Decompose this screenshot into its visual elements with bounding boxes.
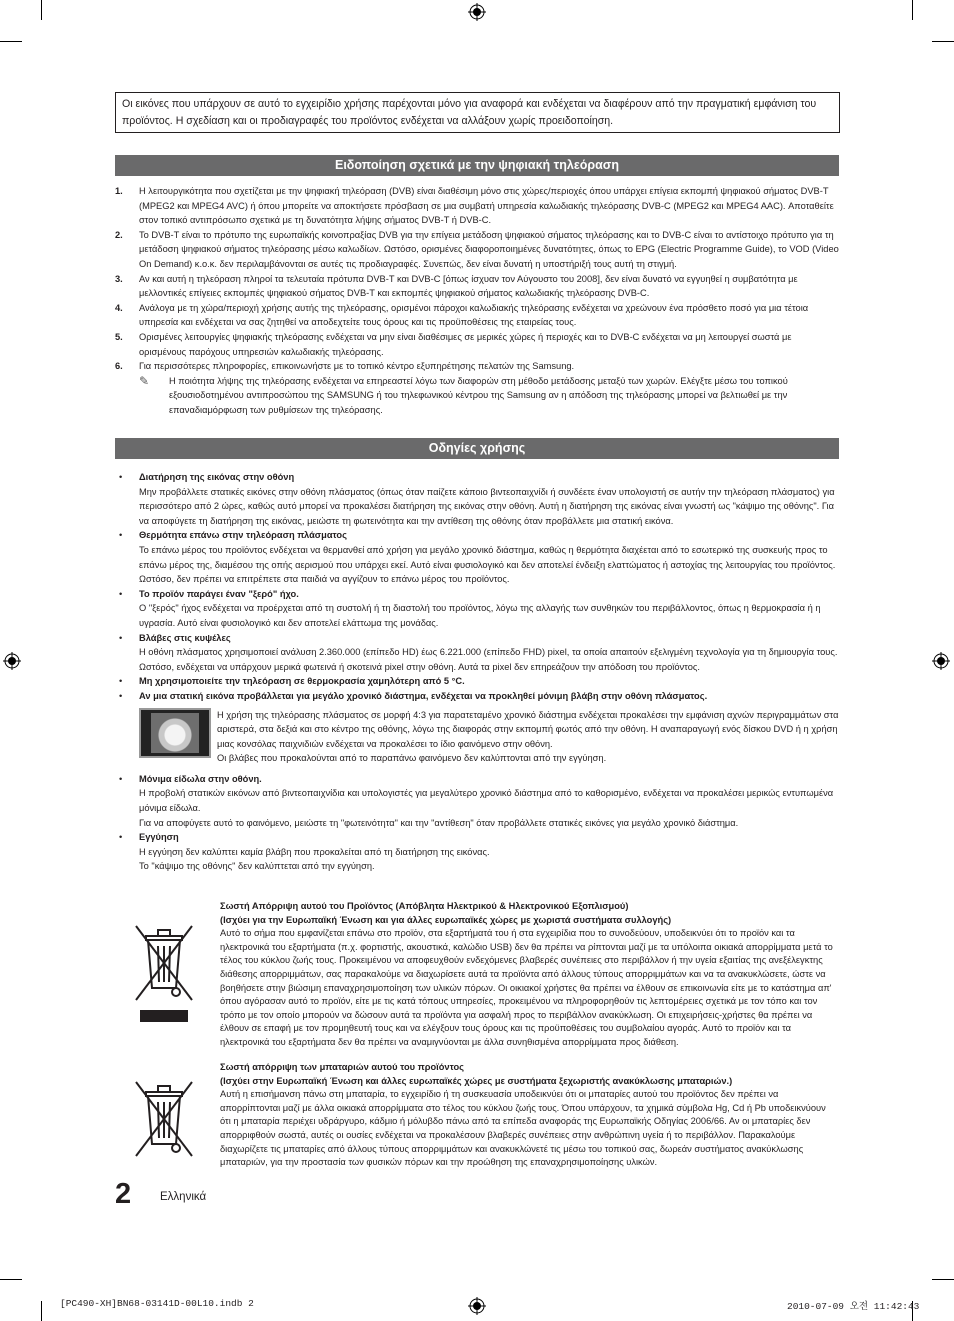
item-heading: Μη χρησιμοποιείτε την τηλεόραση σε θερμοκρασία χαμηλότερη από 5 °C. [139,676,465,687]
bullet-icon: • [119,472,123,482]
weee-text: Αυτό το σήμα που εμφανίζεται επάνω στο προϊόν, στα εξαρτήματά του ή στα εγχειρίδια που το συνοδεύουν, υποδεικνύει ότι το προϊόν και τα ηλεκτρονικά του εξαρτήματα (π.χ. φορτιστής, ακουστικά, καλώδιο USB) δεν θα πρέπει να ρίπτονται μαζί με τα υπόλοιπα οικιακά απορρίμματα μετά το τέλος του κύκλου ζωής τους. Προκειμένου να αποφευχθούν ενδεχόμενες βλαβερές συνέπειες στο περιβάλλον ή την υγεία εξαιτίας της ανεξέλεγκτης διάθεσης απορριμμάτων, σας παρακαλούμε να διαχωρίσετε αυτά τα προϊόντα από άλλους τύπους απορριμμάτων και να τα ανακυκλώσετε, ώστε να βοηθήσετε στην βιώσιμη επαναχρησιμοποίηση των υλικών πόρων. Οι οικιακοί χρήστες θα πρέπει να έλθουν σε επικοινωνία είτε με το κατάστημα απ' όπου αγόρασαν αυτό το προϊόν, είτε με τις κατά τόπους υπηρεσίες, προκειμένου να πληροφορηθούν τις λεπτομέρειες σχετικά με τον τόπο και τον τρόπο με τον οποίο μπορούν να δώσουν αυτά τα προϊόντα για ασφαλή προς το περιβάλλον ανακύκλωση. Οι επιχειρήσεις-χρήστες θα πρέπει να έλθουν σε επαφή με τον προμηθευτή τους και να ελέγξουν τους όρους και τις προϋποθέσεις του συμβολαίου αγοράς. Αυτό το προϊόν και τα ηλεκτρονικά του εξαρτήματα δεν θα πρέπει να αναμιγνύονται με άλλα συνηθισμένα απορρίμματα προς διάθεση. [220,928,833,1047]
image-caption: Η χρήση της τηλεόρασης πλάσματος σε μορφή 4:3 για παρατεταμένο χρονικό διάστημα ενδέχεται προκαλέσει την εμφάνιση αχνών περιγραμμάτων στα αριστερά, στα δεξιά και στο κέντρο της οθόνης, λόγω της διαφοράς στην εκπομπή φωτός από την οθόνη. Η αναπαραγωγή ενός δίσκου DVD ή η χρήση μιας κονσόλας παιχνιδιών ενδέχεται να προκαλέσει το ίδιο φαινόμενο στην οθόνη. [217,709,839,749]
item-text: Ανάλογα με τη χώρα/περιοχή χρήσης αυτής της τηλεόρασης, ορισμένοι πάροχοι καλωδιακής τηλεόρασης ενδέχεται να χρεώνουν ένα πρόσθετο ποσό για μια τέτοια υπηρεσία και ενδέχεται να σας ζητηθεί να αποδεχτείτε τους όρους και τις προϋποθέσεις της εταιρείας τους. [139,302,809,328]
item-heading: Μόνιμα είδωλα στην οθόνη. [139,773,262,784]
item-heading: Το προϊόν παράγει έναν "ξερό" ήχο. [139,588,299,599]
item-text: Αν και αυτή η τηλεόραση πληροί τα τελευταία πρότυπα DVB-T και DVB-C [όπως ίσχυαν τον Αύγουστο του 2008], δεν είναι δυνατό να εγγυηθεί η συμβατότητα με μελλοντικές επίγειες εκπομπές ψηφιακού σήματος DVB-T και εκπομπές ψηφιακού σήματος καλωδιακής τηλεόρασης DVB-C. [139,273,798,299]
note-text: Η ποιότητα λήψης της τηλεόρασης ενδέχεται να επηρεαστεί λόγω των διαφορών στη μέθοδο μετάδοσης μεταξύ των χωρών. Ελέγξτε μέσω του τοπικού εξουσιοδοτημένου αντιπροσώπου της SAMSUNG ή του τηλεφωνικού κέντρου της Samsung αν η απόδοση της τηλεόρασης μπορεί να βελτιωθεί με την επαναδιαμόρφωση των ρυθμίσεων της τηλεόρασης. [169,375,788,415]
weee-subheading: (Ισχύει στην Ευρωπαϊκή Ένωση και άλλες ευρωπαϊκές χώρες με συστήματα ξεχωριστής ανακύκλωσης μπαταριών.) [220,1075,733,1086]
list-item [115,674,839,689]
list-item [115,772,839,830]
item-heading: Διατήρηση της εικόνας στην οθόνη [139,472,295,482]
item-heading: Βλάβες στις κυψέλες [139,632,231,643]
crop-mark [932,1279,954,1280]
item-text: Ο "ξερός" ήχος ενδέχεται να προέρχεται από τη συστολή ή τη διαστολή του προϊόντος, λόγω της αλλαγής των συνθηκών του περιβάλλοντος, όπως η θερμοκρασία ή η υγρασία. Αυτό είναι φυσιολογικό και δεν αποτελεί ελάττωμα της μονάδας. [139,603,821,628]
weee-heading: Σωστή Απόρριψη αυτού του Προϊόντος (Απόβλητα Ηλεκτρικού & Ηλεκτρονικού Εξοπλισμού) [220,901,629,911]
section-heading-digital-tv: Ειδοποίηση σχετικά με την ψηφιακή τηλεόραση [115,155,839,176]
item-text: Το "κάψιμο της οθόνης" δεν καλύπτεται από την εγγύηση. [139,861,375,872]
screen-burn-example [139,708,839,766]
list-item [115,830,839,874]
digital-tv-notice-list [115,184,839,418]
list-item [115,528,839,586]
list-item [115,228,839,272]
list-item [115,272,839,301]
bullet-icon: • [119,690,123,701]
item-heading: Αν μια στατική εικόνα προβάλλεται για μεγάλο χρονικό διάστημα, ενδέχεται να προκληθεί μόνιμη βλάβη στην οθόνη πλάσματος. [139,690,708,701]
pencil-note-icon: ✎ [139,373,150,388]
weee-product-disposal [220,900,838,1050]
item-text: Η λειτουργικότητα που σχετίζεται με την ψηφιακή τηλεόραση (DVB) είναι διαθέσιμη μόνο στις χώρες/περιοχές όπου υπάρχει επίγεια εκπομπή ψηφιακού σήματος DVB-T (MPEG2 και MPEG4 AVC) ή όπου μπορείτε να αποκτήσετε πρόσβαση σε μια συμβατή υπηρεσία καλωδιακής τηλεόρασης DVB-C (MPEG2 και MPEG4 AAC). Αποταθείτε στον τοπικό αντιπρόσωπο σχετικά με τη δυνατότητα λήψης σήματος DVB-T ή DVB-C. [139,186,834,226]
bullet-icon: • [119,832,123,843]
item-number: 2. [115,229,123,240]
tv-screen-image [139,708,211,758]
item-text: Το DVB-T είναι το πρότυπο της ευρωπαϊκής κοινοπραξίας DVB για την επίγεια μετάδοση ψηφιακού σήματος τηλεόρασης και το DVB-C είναι το αντίστοιχο πρότυπο για τη μετάδοση ψηφιακού σήματος τηλεόρασης μέσω καλωδίων. Ωστόσο, ορισμένες διαφοροποιημένες δυνατότητες, όπως το EPG (Electric Programme Guide), το VOD (Video On Demand) κ.ο.κ. δεν περιλαμβάνονται σε αυτές τις προδιαγραφές. Συνεπώς, δεν είναι δυνατή η υποστήριξή τους αυτή τη στιγμή. [139,229,839,269]
list-item [115,359,839,374]
weee-text: Αυτή η επισήμανση πάνω στη μπαταρία, το εγχειρίδιο ή τη συσκευασία υποδεικνύει ότι οι μπαταρίες αυτού του προϊόντος δεν πρέπει να απορρίπτονται μαζί με άλλα οικιακά απορρίμματα στο τέλος του κύκλου ζωής τους. Όπου υπάρχουν, τα χημικά σύμβολα Hg, Cd ή Pb υποδεικνύουν ότι η μπαταρία περιέχει υδράργυρο, κάδμιο ή μόλυβδο πάνω από τα επίπεδα αναφοράς της Ευρωπαϊκής Οδηγίας 2006/66. Αν οι μπαταρίες δεν απορριφθούν σωστά, αυτές οι ουσίες ενδέχεται να προκαλέσουν βλαβερές συνέπειες στην ανθρώπινη υγεία ή το περιβάλλον. Παρακαλούμε διαχωρίζετε τις μπαταρίες από άλλους τύπους απορριμμάτων και ανακυκλώνετέ τις μέσω του τοπικού σας, δωρεάν συστήματος ανακύκλωσης μπαταριών, για την προστασία των φυσικών πόρων και την προώθηση της επαναχρησιμοποίησης υλικών. [220,1089,826,1168]
item-text: Η προβολή στατικών εικόνων από βιντεοπαιχνίδια και υπολογιστές για μεγαλύτερο χρονικό διάστημα από το καθορισμένο, ενδέχεται να προκαλέσει μερικώς εντυπωμένα μόνιμα είδωλα. [139,788,834,814]
crop-mark [41,0,42,20]
bullet-icon: • [119,530,123,541]
bullet-icon: • [119,773,123,784]
item-heading: Θερμότητα επάνω στην τηλεόραση πλάσματος [139,530,347,541]
item-number: 4. [115,302,123,313]
registration-mark-icon [932,652,950,670]
item-text: Το επάνω μέρος του προϊόντος ενδέχεται να θερμανθεί από χρήση για μεγάλο χρονικό διάστημα, καθώς η θερμότητα διαχέεται από το εσωτερικό της συσκευής προς το επάνω μέρος της, διαμέσου της οπής αερισμού που υπάρχει εκεί. Αυτό είναι φυσιολογικό και δεν αποτελεί ένδειξη ελαττώματος ή αστοχίας της λειτουργίας του προϊόντος. Ωστόσο, δεν πρέπει να επιτρέπετε στα παιδιά να αγγίζουν το επάνω μέρος του προϊόντος. [139,544,836,585]
list-item [115,184,839,228]
note [139,374,839,418]
list-item [115,587,839,631]
item-number: 6. [115,361,123,372]
crop-mark [0,41,22,42]
item-heading: Εγγύηση [139,832,179,843]
crop-mark [932,41,954,42]
crossed-bin-icon [132,1080,196,1160]
bullet-icon: • [119,676,123,687]
image-caption-warranty: Οι βλάβες που προκαλούνται από το παραπάνω φαινόμενο δεν καλύπτονται από την εγγύηση. [217,753,607,764]
registration-mark-icon [3,652,21,670]
disclaimer-box: Οι εικόνες που υπάρχουν σε αυτό το εγχειρίδιο χρήσης παρέχονται μόνο για αναφορά και ενδέχεται να διαφέρουν από την πραγματική εμφάνιση του προϊόντος. Η σχεδίαση και οι προδιαγραφές του προϊόντος ενδέχεται να αλλάξουν χωρίς προειδοποίηση. [115,92,840,133]
crop-mark [41,1301,42,1321]
item-text: Ορισμένες λειτουργίες ψηφιακής τηλεόρασης ενδέχεται να μην είναι διαθέσιμες σε μερικές χώρες ή περιοχές και το DVB-C ενδέχεται να μη λειτουργεί σωστά με ορισμένους παρόχους υπηρεσιών καλωδιακής τηλεόρασης. [139,331,792,357]
page-language: Ελληνικά [160,1191,207,1203]
list-item [115,689,839,704]
list-item [115,330,839,359]
list-item [115,470,839,528]
list-item [115,301,839,330]
page-number: 2 [115,1178,132,1210]
item-text: Για περισσότερες πληροφορίες, επικοινωνήστε με το τοπικό κέντρο εξυπηρέτησης πελατών της Samsung. [139,361,575,372]
item-number: 1. [115,186,123,196]
bullet-icon: • [119,588,123,599]
bullet-icon: • [119,632,123,643]
registration-mark-icon [468,1297,486,1315]
item-text: Μην προβάλλετε στατικές εικόνες στην οθόνη πλάσματος (όπως όταν παίζετε κάποιο βιντεοπαιχνίδι ή συνδέετε έναν υπολογιστή σε αυτήν την τηλεόραση πλάσματος) για περισσότερο από 2 ώρες, καθώς αυτό μπορεί να προκαλέσει διατήρηση της εικόνας στην οθόνη. Αυτή η διατήρηση της εικόνας είναι γνωστή ως "κάψιμο της οθόνης". Για να αποφύγετε τη διατήρηση της εικόνας, μειώστε τη φωτεινότητα και την αντίθεση της οθόνης όταν προβάλλετε μια στατική εικόνα. [139,486,835,526]
registration-mark-icon [468,3,486,21]
item-text: Η οθόνη πλάσματος χρησιμοποιεί ανάλυση 2.360.000 (επίπεδο HD) έως 6.221.000 (επίπεδο FHD) pixel, τα οποία απαιτούν εξελιγμένη τεχνολογία για τη δημιουργία τους. Ωστόσο, ενδέχεται να υπάρχουν μερικά φωτεινά ή σκοτεινά pixel στην οθόνη. Αυτά τα pixel δεν επηρεάζουν την απόδοση του προϊόντος. [139,647,838,672]
item-number: 3. [115,273,123,284]
item-number: 5. [115,331,123,342]
item-text: Για να αποφύγετε αυτό το φαινόμενο, μειώστε τη "φωτεινότητα" και την "αντίθεση" όταν προβάλλετε στατικές εικόνες για μεγάλο χρονικό διάστημα. [139,817,739,828]
usage-instructions-list [115,470,839,874]
item-text: Η εγγύηση δεν καλύπτει καμία βλάβη που προκαλείται από τη διατήρηση της εικόνας. [139,846,490,857]
print-slug-date: 2010-07-09 오전 11:42:43 [787,1301,920,1312]
list-item [115,631,839,675]
section-heading-usage: Οδηγίες χρήσης [115,438,839,459]
weee-battery-disposal [220,1061,838,1170]
weee-heading: Σωστή απόρριψη των μπαταριών αυτού του προϊόντος [220,1062,465,1072]
crossed-bin-icon [132,922,196,1024]
crop-mark [912,0,913,20]
weee-subheading: (Ισχύει για την Ευρωπαϊκή Ένωση και για άλλες ευρωπαϊκές χώρες με χωριστά συστήματα συλλογής) [220,914,672,925]
print-slug-file: [PC490-XH]BN68-03141D-00L10.indb 2 [60,1298,254,1309]
crop-mark [0,1279,22,1280]
